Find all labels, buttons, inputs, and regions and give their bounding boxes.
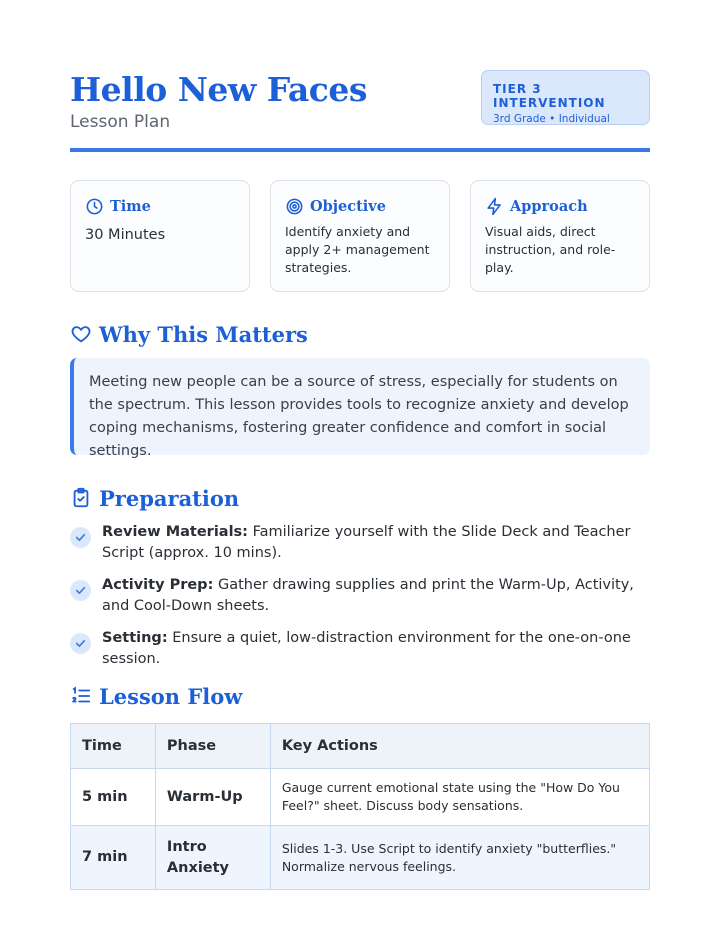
section-title: Why This Matters (99, 321, 308, 347)
item-text: Gather drawing supplies and print the Warm-Up, Activity, and Cool-Down sheets. (102, 577, 634, 614)
list-item (70, 575, 650, 617)
page-subtitle: Lesson Plan (70, 112, 171, 132)
heart-icon (70, 323, 92, 345)
card-approach (470, 180, 650, 292)
section-heading-preparation (70, 483, 239, 513)
item-label: Activity Prep: (102, 577, 214, 593)
preparation-list (70, 522, 650, 681)
cell-phase: Intro Anxiety (155, 826, 270, 890)
cell-time: 7 min (71, 826, 156, 890)
item-text: Familiarize yourself with the Slide Deck and Teacher Script (approx. 10 mins). (102, 524, 631, 561)
column-header-phase: Phase (155, 724, 270, 769)
check-icon (70, 527, 91, 548)
clipboard-check-icon (70, 487, 92, 509)
column-header-key-actions: Key Actions (270, 724, 649, 769)
card-text: Identify anxiety and apply 2+ management strategies. (285, 224, 430, 275)
item-text: Ensure a quiet, low-distraction environment for the one-on-one session. (102, 630, 631, 667)
card-title: Approach (510, 197, 588, 215)
section-heading-why (70, 319, 308, 349)
card-text: 30 Minutes (85, 227, 166, 243)
lightning-icon (485, 197, 504, 216)
card-title: Time (110, 197, 151, 215)
section-heading-lesson-flow (70, 681, 242, 711)
target-icon (285, 197, 304, 216)
cell-phase: Warm-Up (155, 769, 270, 826)
check-icon (70, 580, 91, 601)
card-title: Objective (310, 197, 386, 215)
tier-badge (481, 70, 650, 125)
page-title: Hello New Faces (70, 70, 367, 109)
cell-actions: Gauge current emotional state using the "How Do You Feel?" sheet. Discuss body sensations. (270, 769, 649, 826)
column-header-time: Time (71, 724, 156, 769)
tier-label: TIER 3 INTERVENTION (493, 82, 606, 110)
why-callout: Meeting new people can be a source of stress, especially for students on the spectrum. This lesson provides tools to recognize anxiety and develop coping mechanisms, fostering greater confidence and comfort in social settings. (70, 358, 650, 455)
numbered-list-icon (70, 685, 92, 707)
item-label: Review Materials: (102, 524, 248, 540)
header-divider (70, 148, 650, 152)
cell-time: 5 min (71, 769, 156, 826)
cell-actions: Slides 1-3. Use Script to identify anxiety "butterflies." Normalize nervous feelings. (270, 826, 649, 890)
lesson-flow-table (70, 723, 650, 890)
card-objective (270, 180, 450, 292)
list-item (70, 522, 650, 564)
list-item (70, 628, 650, 670)
item-label: Setting: (102, 630, 168, 646)
table-header-row (71, 724, 650, 769)
section-title: Lesson Flow (99, 683, 243, 709)
card-time (70, 180, 250, 292)
card-text: Visual aids, direct instruction, and role-play. (485, 224, 616, 275)
info-cards (70, 180, 650, 292)
table-row (71, 769, 650, 826)
check-icon (70, 633, 91, 654)
section-title: Preparation (99, 485, 240, 511)
clock-icon (85, 197, 104, 216)
header (70, 68, 650, 152)
tier-grade-info: 3rd Grade • Individual (493, 113, 610, 125)
table-row (71, 826, 650, 890)
